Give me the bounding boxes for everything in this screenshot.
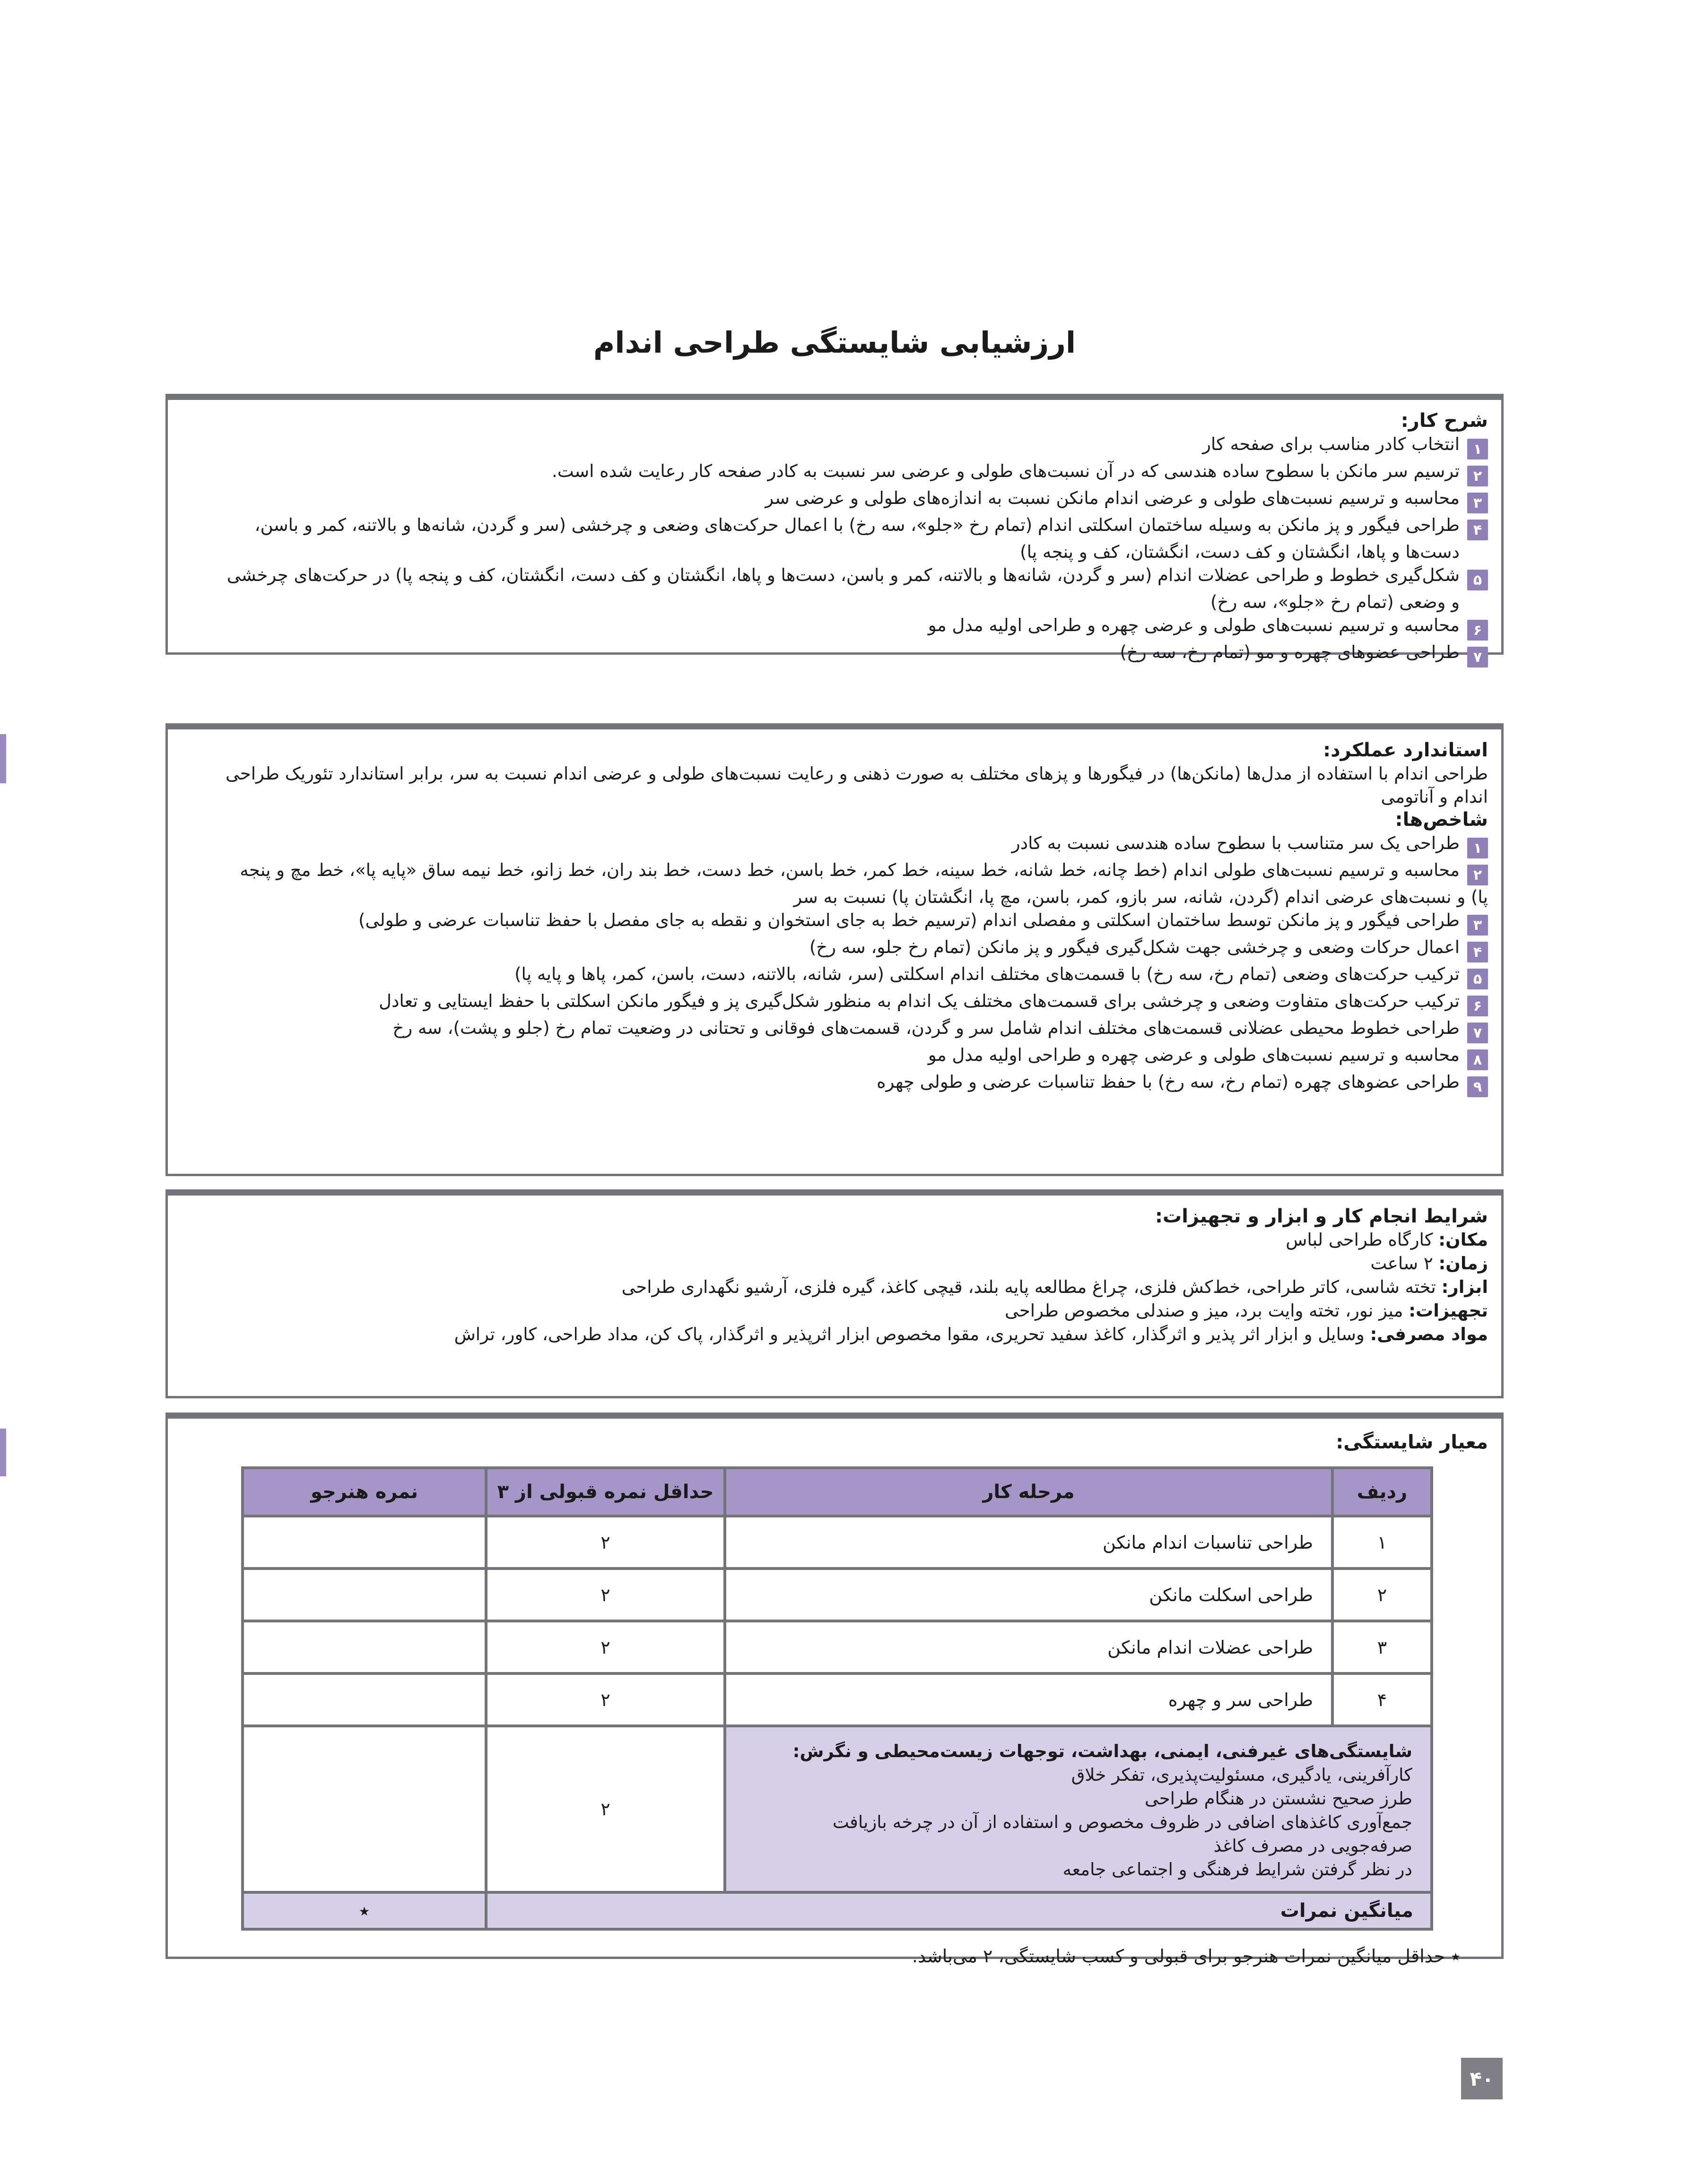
table-row [243, 1569, 1432, 1621]
left-edge-tab-mark [0, 1429, 6, 1476]
footnote: ٭ حداقل میانگین نمرات هنرجو برای قبولی و کسب شایستگی، ۲ می‌باشد. [912, 1946, 1461, 1967]
numbered-item [181, 563, 1488, 590]
item-text: شکل‌گیری خطوط و طراحی عضلات اندام (سر و گردن، شانه‌ها و بالاتنه، کمر و باسن، دست‌ها و پاها، انگشتان و کف دست، انگشتان، کف و پنجه پا) در حرکت‌های چرخشی [226, 565, 1460, 585]
row-index-cell: ۳ [1332, 1621, 1432, 1673]
numbered-item [181, 909, 1488, 936]
condition-entry [181, 1299, 1488, 1323]
min-score-cell: ۲ [486, 1726, 725, 1892]
item-text: ترسیم سر مانکن با سطوح ساده هندسی که در آن نسبت‌های طولی و عرضی سر نسبت به کادر صفحه کار رعایت شده است. [552, 461, 1460, 481]
work-description-box [165, 394, 1504, 666]
soft-skills-row [243, 1726, 1432, 1892]
item-text: پا) و نسبت‌های عرضی اندام (گردن، شانه، سر بازو، کمر، باسن، مچ پا، انگشتان پا) نسبت به سر [793, 887, 1488, 907]
condition-label: ابزار: [1441, 1277, 1488, 1297]
item-number-badge: ۳ [1467, 493, 1488, 513]
condition-label: مواد مصرفی: [1370, 1324, 1488, 1344]
item-number-badge: ۷ [1467, 1023, 1488, 1043]
item-text: محاسبه و ترسیم نسبت‌های طولی و عرضی چهره و طراحی اولیه مدل مو [928, 1045, 1460, 1065]
item-continuation-line [181, 885, 1488, 909]
average-student-cell: ٭ [243, 1892, 486, 1929]
average-label-cell: میانگین نمرات [486, 1892, 1432, 1929]
work-description-heading: شرح کار: [1401, 410, 1488, 432]
item-text: طراحی عضوهای چهره (تمام رخ، سه رخ) با حفظ تناسبات عرضی و طولی چهره [877, 1072, 1460, 1092]
student-score-cell [243, 1726, 486, 1892]
numbered-item [181, 858, 1488, 885]
condition-text: ۲ ساعت [1370, 1253, 1439, 1274]
item-number-badge: ۶ [1467, 996, 1488, 1016]
table-row [243, 1621, 1432, 1673]
numbered-item [181, 641, 1488, 667]
header-cell-stage: مرحله کار [725, 1468, 1332, 1516]
item-number-badge: ۴ [1467, 520, 1488, 540]
numbered-item [181, 962, 1488, 989]
item-text: محاسبه و ترسیم نسبت‌های طولی و عرضی اندام مانکن نسبت به اندازه‌های طولی و عرضی سر [765, 488, 1460, 508]
item-text: محاسبه و ترسیم نسبت‌های طولی و عرضی چهره و طراحی اولیه مدل مو [928, 615, 1460, 635]
student-score-cell [243, 1516, 486, 1569]
student-score-cell [243, 1621, 486, 1673]
item-number-badge: ۹ [1467, 1076, 1488, 1097]
header-cell-student-score: نمره هنرجو [243, 1468, 486, 1516]
row-index-cell: ۴ [1332, 1673, 1432, 1726]
item-continuation-line [181, 590, 1488, 614]
paragraph-line: اندام و آناتومی [1381, 787, 1488, 807]
numbered-item [181, 614, 1488, 641]
performance-standard-heading: استاندارد عملکرد: [1323, 739, 1488, 761]
table-header-row [243, 1468, 1432, 1516]
stage-cell: طراحی اسکلت مانکن [725, 1569, 1332, 1621]
soft-skills-line: در نظر گرفتن شرایط فرهنگی و اجتماعی جامعه [1062, 1859, 1412, 1880]
item-text: طراحی فیگور و پز مانکن به وسیله ساختمان اسکلتی اندام (تمام رخ «جلو»، سه رخ) با اعمال حرکت‌های وضعی و چرخشی (سر و گردن، شانه‌ها و بالاتنه، کمر و باسن، [254, 515, 1460, 535]
numbered-item [181, 513, 1488, 540]
numbered-item [181, 433, 1488, 459]
page-number-badge: ۴۰ [1461, 2058, 1503, 2099]
item-text: طراحی خطوط محیطی عضلانی قسمت‌های مختلف اندام شامل سر و گردن، قسمت‌های فوقانی و تحتانی در وضعیت تمام رخ (جلو و پشت)، سه رخ [392, 1018, 1460, 1038]
criteria-box [165, 1413, 1504, 1967]
item-number-badge: ۷ [1467, 647, 1488, 667]
row-index-cell: ۱ [1332, 1516, 1432, 1569]
numbered-item [181, 1043, 1488, 1070]
average-row [243, 1892, 1432, 1929]
item-text: ترکیب حرکت‌های متفاوت وضعی و چرخشی برای قسمت‌های مختلف یک اندام به منظور شکل‌گیری پز و فیگور مانکن اسکلتی با حفظ ایستایی و تعادل [379, 991, 1460, 1011]
item-text: طراحی یک سر متناسب با سطوح ساده هندسی نسبت به کادر [1011, 833, 1460, 853]
item-number-badge: ۲ [1467, 466, 1488, 486]
left-edge-tab-mark [0, 734, 6, 783]
numbered-item [181, 1016, 1488, 1043]
soft-skills-heading: شایستگی‌های غیرفنی، ایمنی، بهداشت، توجهات زیست‌محیطی و نگرش: [792, 1741, 1412, 1761]
item-number-badge: ۱ [1467, 838, 1488, 858]
item-text: اعمال حرکات وضعی و چرخشی جهت شکل‌گیری فیگور و پز مانکن (تمام رخ جلو، سه رخ) [809, 937, 1460, 957]
item-text: محاسبه و ترسیم نسبت‌های طولی اندام (خط چانه، خط شانه، خط سینه، خط کمر، خط باسن، خط دست، خط بند ران، خط زانو، خط نیمه ساق «پایه پا»، خط مچ و پنجه [240, 860, 1460, 880]
condition-label: زمان: [1438, 1253, 1488, 1274]
min-score-cell: ۲ [486, 1621, 725, 1673]
table-row [243, 1673, 1432, 1726]
item-number-badge: ۱ [1467, 439, 1488, 459]
criteria-table [241, 1466, 1433, 1931]
stage-cell: طراحی تناسبات اندام مانکن [725, 1516, 1332, 1569]
item-text: دست‌ها و پاها، انگشتان و کف دست، انگشتان، کف و پنجه پا) [1020, 542, 1460, 562]
numbered-item [181, 989, 1488, 1016]
item-number-badge: ۶ [1467, 620, 1488, 641]
numbered-item [181, 459, 1488, 486]
condition-entry [181, 1228, 1488, 1252]
condition-text: تخته شاسی، کاتر طراحی، خط‌کش فلزی، چراغ مطالعه پایه بلند، قیچی کاغذ، گیره فلزی، آرشیو نگهداری طراحی [621, 1277, 1442, 1297]
indicators-heading: شاخص‌ها: [1395, 809, 1488, 831]
item-text: طراحی عضوهای چهره و مو (تمام رخ، سه رخ) [1120, 642, 1460, 662]
conditions-heading: شرایط انجام کار و ابزار و تجهیزات: [1155, 1205, 1488, 1227]
header-cell-row: ردیف [1332, 1468, 1432, 1516]
student-score-cell [243, 1569, 486, 1621]
stage-cell: طراحی عضلات اندام مانکن [725, 1621, 1332, 1673]
row-index-cell: ۲ [1332, 1569, 1432, 1621]
header-cell-min-score: حداقل نمره قبولی از ۳ [486, 1468, 725, 1516]
min-score-cell: ۲ [486, 1673, 725, 1726]
soft-skills-line: کارآفرینی، یادگیری، مسئولیت‌پذیری، تفکر خلاق [1071, 1765, 1412, 1785]
condition-entry [181, 1252, 1488, 1275]
numbered-item [181, 1070, 1488, 1097]
page-title: ارزشیابی شایستگی طراحی اندام [593, 325, 1076, 360]
item-number-badge: ۵ [1467, 570, 1488, 590]
student-score-cell [243, 1673, 486, 1726]
conditions-box [165, 1189, 1504, 1398]
soft-skills-line: طرز صحیح نشستن در هنگام طراحی [1144, 1788, 1412, 1809]
condition-entry [181, 1323, 1488, 1346]
condition-label: مکان: [1438, 1230, 1488, 1250]
soft-skills-cell [725, 1726, 1432, 1892]
numbered-item [181, 936, 1488, 962]
numbered-item [181, 832, 1488, 858]
item-text: طراحی فیگور و پز مانکن توسط ساختمان اسکلتی و مفصلی اندام (ترسیم خط به جای استخوان و نقطه به جای مفصل با حفظ تناسبات عرضی و طولی) [358, 910, 1460, 930]
soft-skills-line: جمع‌آوری کاغذهای اضافی در ظروف مخصوص و استفاده از آن در چرخه بازیافت [832, 1812, 1412, 1832]
item-number-badge: ۸ [1467, 1049, 1488, 1070]
soft-skills-line: صرفه‌جویی در مصرف کاغذ [1213, 1836, 1412, 1856]
table-row [243, 1516, 1432, 1569]
stage-cell: طراحی سر و چهره [725, 1673, 1332, 1726]
condition-label: تجهیزات: [1409, 1300, 1488, 1321]
criteria-heading: معیار شایستگی: [1336, 1431, 1488, 1453]
item-number-badge: ۳ [1467, 915, 1488, 936]
min-score-cell: ۲ [486, 1569, 725, 1621]
performance-standard-box [165, 723, 1504, 1176]
item-number-badge: ۵ [1467, 969, 1488, 989]
condition-text: کارگاه طراحی لباس [1286, 1230, 1439, 1250]
condition-text: وسایل و ابزار اثر پذیر و اثرگذار، کاغذ سفید تحریری، مقوا مخصوص ابزار اثرپذیر و اثرگذار، پاک کن، مداد طراحی، کاور، تراش [454, 1324, 1370, 1344]
item-text: انتخاب کادر مناسب برای صفحه کار [1202, 434, 1460, 454]
item-continuation-line [181, 540, 1488, 563]
condition-entry [181, 1275, 1488, 1299]
condition-text: میز نور، تخته وایت برد، میز و صندلی مخصوص طراحی [1005, 1300, 1409, 1321]
paragraph-line: طراحی اندام با استفاده از مدل‌ها (مانکن‌ها) در فیگورها و پزهای مختلف به صورت ذهنی و رعایت نسبت‌های طولی و عرضی اندام نسبت به سر، برابر استاندارد تئوریک طراحی [226, 763, 1488, 784]
item-number-badge: ۴ [1467, 942, 1488, 962]
item-text: و وضعی (تمام رخ «جلو»، سه رخ) [1210, 592, 1460, 612]
item-number-badge: ۲ [1467, 865, 1488, 885]
numbered-item [181, 486, 1488, 513]
item-text: ترکیب حرکت‌های وضعی (تمام رخ، سه رخ) با قسمت‌های مختلف اندام اسکلتی (سر، شانه، بالاتنه، دست، باسن، کمر، پاها و پایه پا) [514, 964, 1460, 984]
min-score-cell: ۲ [486, 1516, 725, 1569]
